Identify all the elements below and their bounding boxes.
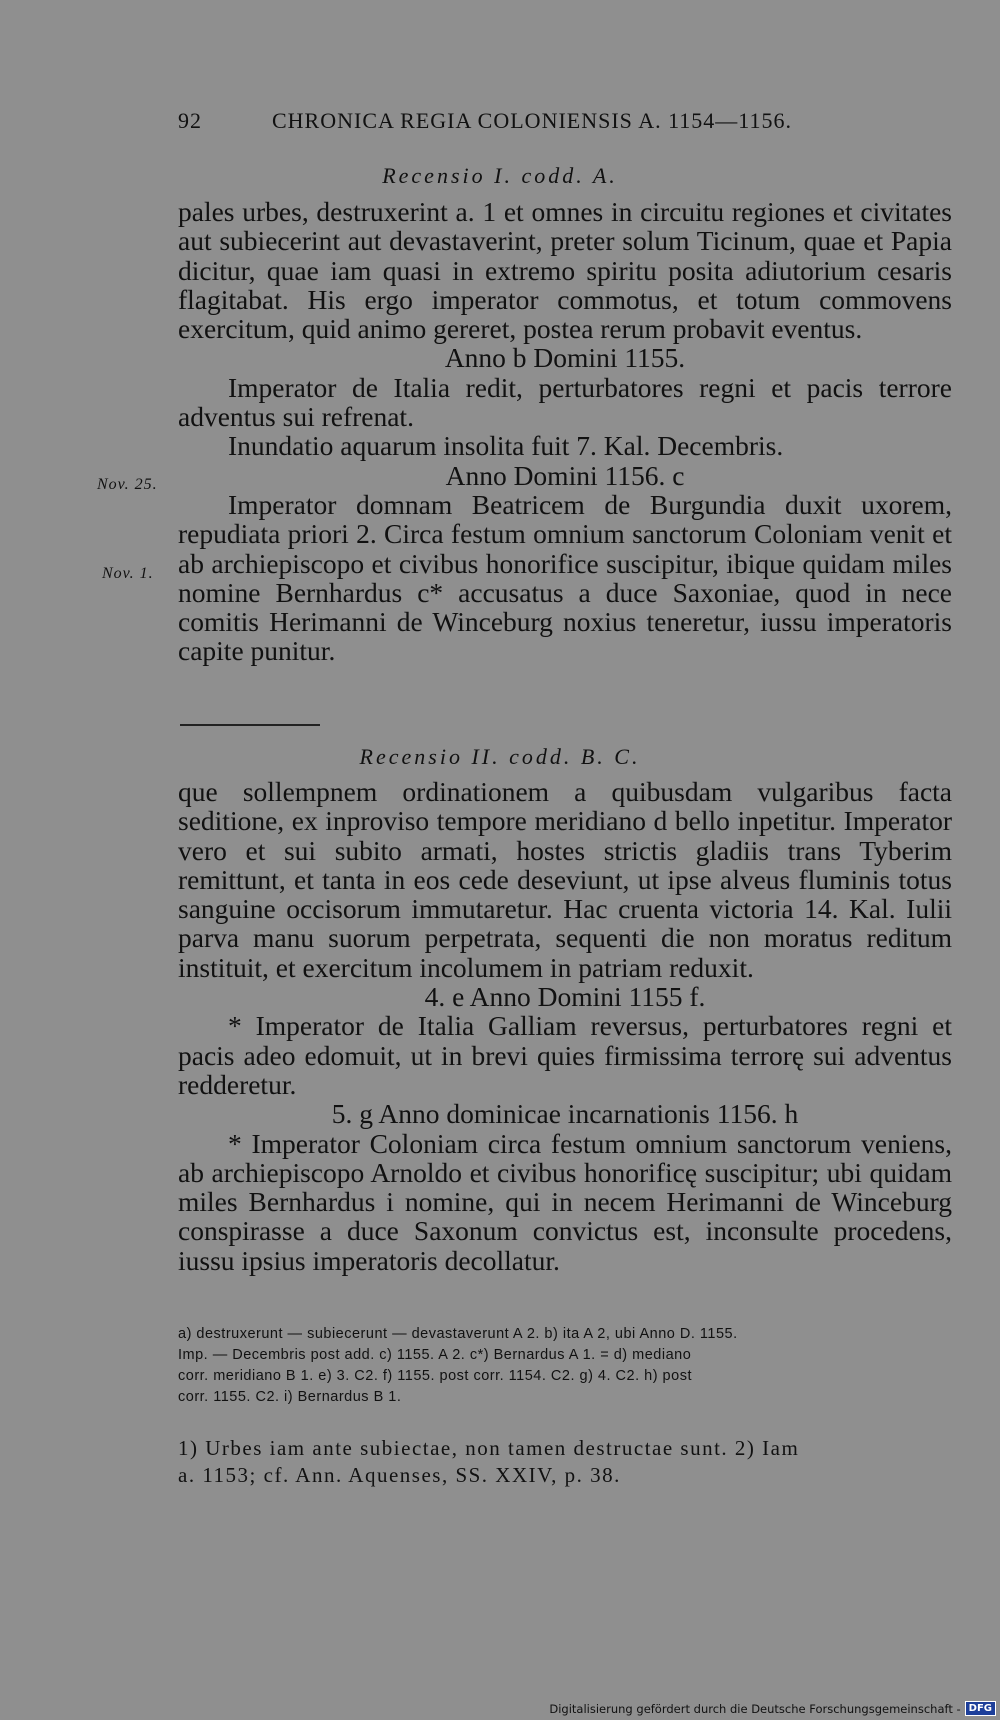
recensio-1-year-1155: Anno b Domini 1155.	[444, 342, 686, 374]
apparatus-line: corr. meridiano B 1. e) 3. C2. f) 1155. post corr. 1154. C2. g) 4. C2. h) post	[178, 1368, 692, 1384]
recensio-1-paragraph-2: Imperator de Italia redit, perturbatores regni et pacis terrore adventus sui refrenat.	[178, 371, 952, 433]
recensio-2-paragraph-3: * Imperator Coloniam circa festum omnium sanctorum veniens, ab archiepiscopo Arnoldo et civibus honorificę suscipitur; ubi quidam miles Bernhardus i nomine, qui in necem Herimanni de Winceburg conspirasse a duce Saxonum convictus est, inconsulte procedens, iussu ipsius imperatoris decollatur.	[178, 1127, 952, 1276]
page-number: 92	[178, 108, 202, 133]
apparatus-line: corr. 1155. C2. i) Bernardus B 1.	[178, 1389, 402, 1405]
recensio-2-year-1155: 4. e Anno Domini 1155 f.	[424, 981, 706, 1013]
margin-note-nov-1: Nov. 1.	[102, 565, 154, 582]
section-divider	[180, 724, 320, 726]
digitization-credit	[549, 1701, 996, 1716]
footnote-line: a. 1153; cf. Ann. Aquenses, SS. XXIV, p. 38.	[178, 1463, 621, 1487]
running-title: CHRONICA REGIA COLONIENSIS A. 1154—1156.	[272, 108, 792, 133]
recensio-2-heading: Recensio II. codd. B. C.	[359, 744, 641, 769]
footnotes	[178, 1435, 952, 1489]
recensio-1-paragraph-4: Imperator domnam Beatricem de Burgundia duxit uxorem, repudiata priori 2. Circa festum omnium sanctorum Coloniam venit et ab archiepiscopo et civibus honorifice suscipitur, ibique quidam miles nomine Bernhardus c* accusatus a duce Saxoniae, quod in nece comitis Herimanni de Winceburg noxius teneretur, iussu imperatoris capite punitur.	[178, 488, 952, 667]
credit-text: Digitalisierung gefördert durch die Deutsche Forschungsgemeinschaft -	[549, 1701, 961, 1716]
recensio-2-paragraph-2: * Imperator de Italia Galliam reversus, perturbatores regni et pacis adeo edomuit, ut in brevi quies firmissima terrorę sui adventus redderetur.	[178, 1010, 952, 1100]
recensio-2-year-1156: 5. g Anno dominicae incarnationis 1156. h	[331, 1098, 799, 1130]
dfg-logo: DFG	[965, 1701, 996, 1716]
footnote-line: 1) Urbes iam ante subiectae, non tamen destructae sunt. 2) Iam	[178, 1436, 800, 1460]
critical-apparatus	[178, 1324, 952, 1408]
recensio-1-year-1156: Anno Domini 1156. c	[445, 459, 685, 491]
recensio-2-paragraph-1: que sollempnem ordinationem a quibusdam vulgaribus facta seditione, ex inproviso tempore meridiano d bello inpetitur. Imperator vero et sui subito armati, hostes strictis gladiis trans Tyberim remittunt, et tanta in eos cede deseviunt, ut ipse alveus fluminis totus sanguine occisorum immutaretur. Hac cruenta victoria 14. Kal. Iulii parva manu suorum perpetrata, sequenti die non moratus reditum instituit, et exercitum incolumem in patriam reduxit.	[178, 776, 952, 983]
recensio-2-text	[178, 777, 952, 1275]
recensio-1-paragraph-3: Inundatio aquarum insolita fuit 7. Kal. Decembris.	[228, 430, 784, 462]
margin-note-nov-25: Nov. 25.	[97, 476, 158, 493]
recensio-1-paragraph-1: pales urbes, destruxerint a. 1 et omnes in circuitu regiones et civitates aut subiecerint aut devastaverint, preter solum Ticinum, quae et Papia dicitur, quae iam quasi in extremo spiritu posita adiutorium cesaris flagitabat. His ergo imperator commotus, et totum commovens exercitum, quid animo gereret, postea rerum probavit eventus.	[178, 196, 952, 345]
recensio-1-text	[178, 197, 952, 666]
recensio-1-heading: Recensio I. codd. A.	[382, 163, 618, 188]
apparatus-line: Imp. — Decembris post add. c) 1155. A 2. c*) Bernardus A 1. = d) mediano	[178, 1347, 692, 1363]
running-header	[178, 108, 886, 134]
apparatus-line: a) destruxerunt — subiecerunt — devastaverunt A 2. b) ita A 2, ubi Anno D. 1155.	[178, 1326, 738, 1342]
